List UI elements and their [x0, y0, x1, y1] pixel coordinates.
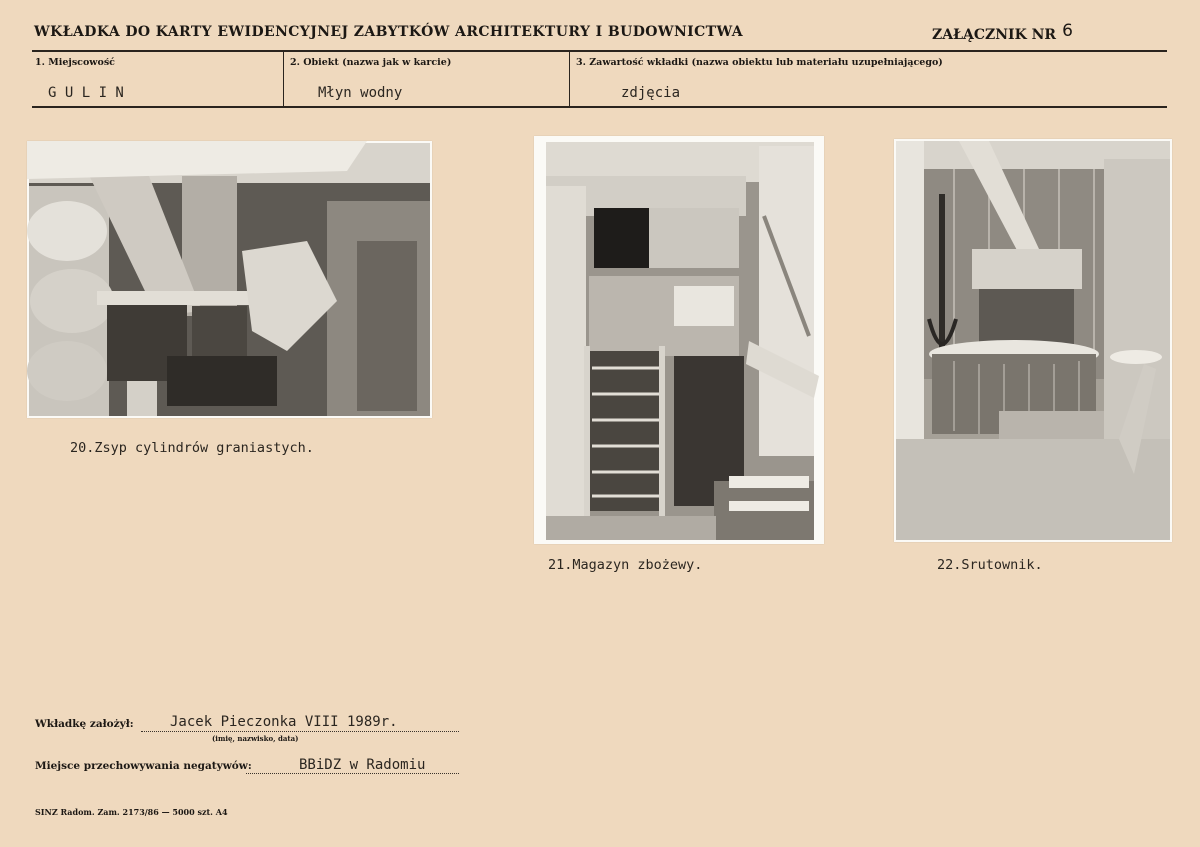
- field-divider-2: [569, 51, 570, 107]
- photo-1-caption: 20.Zsyp cylindrów graniastych.: [70, 440, 314, 456]
- field-divider-1: [283, 51, 284, 107]
- author-label: Wkładkę założył:: [35, 718, 134, 730]
- storage-label: Miejsce przechowywania negatywów:: [35, 760, 252, 772]
- fields-rule: [32, 106, 1167, 108]
- photo-2-grain-store: [534, 136, 824, 544]
- form-title: WKŁADKA DO KARTY EWIDENCYJNEJ ZABYTKÓW ARCHITEKTURY I BUDOWNICTWA: [34, 24, 743, 40]
- contents-label: 3. Zawartość wkładki (nazwa obiektu lub materiału uzupełniającego): [576, 57, 943, 68]
- print-info: SINZ Radom. Zam. 2173/86 — 5000 szt. A4: [35, 807, 228, 817]
- author-value: Jacek Pieczonka VIII 1989r.: [170, 714, 398, 730]
- author-hint: (imię, nazwisko, data): [212, 734, 299, 743]
- contents-value: zdjęcia: [621, 85, 681, 101]
- header-rule: [32, 50, 1167, 52]
- attachment-label-text: ZAŁĄCZNIK NR: [932, 27, 1057, 43]
- object-label: 2. Obiekt (nazwa jak w karcie): [290, 57, 452, 68]
- locality-value: G U L I N: [48, 85, 124, 101]
- photo-2-caption: 21.Magazyn zbożewy.: [548, 557, 703, 573]
- locality-label: 1. Miejscowość: [35, 57, 115, 68]
- photo-1-mill-chutes: [27, 141, 432, 418]
- storage-value: BBiDZ w Radomiu: [299, 757, 426, 773]
- attachment-label: [932, 21, 1073, 44]
- attachment-number: 6: [1062, 21, 1073, 41]
- photo-3-caption: 22.Srutownik.: [937, 557, 1043, 573]
- photo-3-grinder: [894, 139, 1172, 542]
- object-value: Młyn wodny: [318, 85, 403, 101]
